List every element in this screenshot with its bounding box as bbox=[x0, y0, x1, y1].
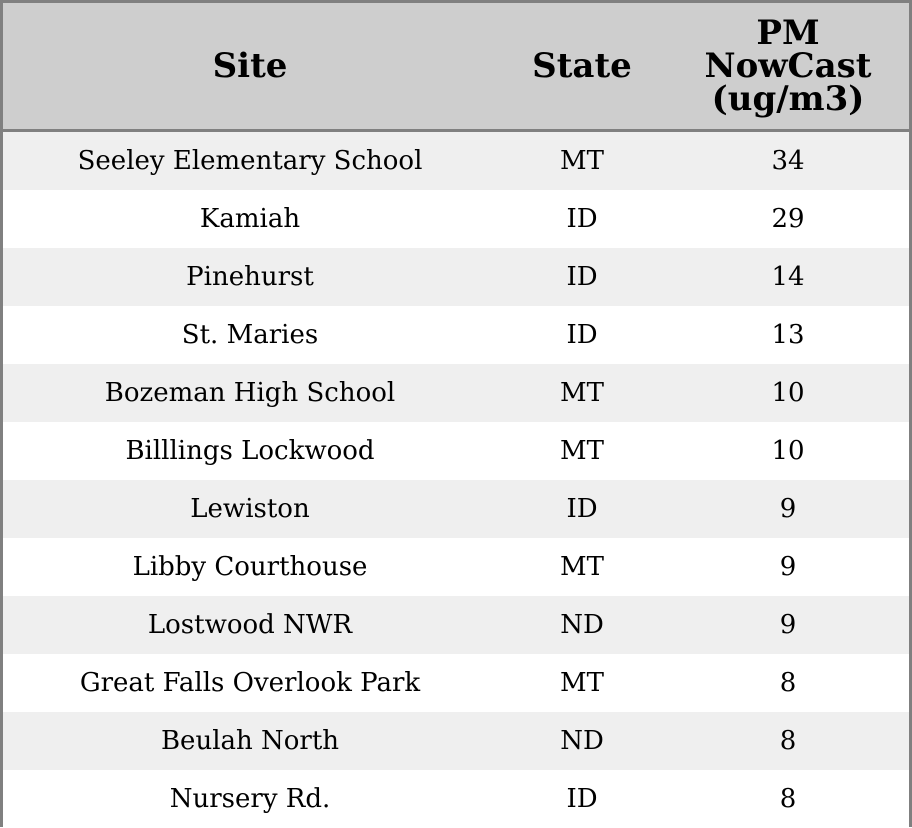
table-row bbox=[3, 190, 909, 248]
table-row bbox=[3, 248, 909, 306]
pm-value-cell: 13 bbox=[771, 320, 805, 350]
site-cell: Bozeman High School bbox=[104, 378, 396, 408]
site-column-header bbox=[3, 3, 497, 129]
state-header-text: State bbox=[532, 45, 632, 86]
pm-value-cell: 34 bbox=[771, 146, 805, 176]
table-row bbox=[3, 654, 909, 712]
pm-value-cell: 9 bbox=[779, 494, 797, 524]
state-cell: ID bbox=[566, 320, 598, 350]
pm-value-cell: 9 bbox=[779, 552, 797, 582]
table-header-row bbox=[3, 3, 909, 132]
state-cell: MT bbox=[560, 668, 604, 698]
state-cell: ID bbox=[566, 204, 598, 234]
table-row bbox=[3, 596, 909, 654]
pm-value-cell: 9 bbox=[779, 610, 797, 640]
site-cell: Nursery Rd. bbox=[169, 784, 331, 814]
state-column-header bbox=[497, 3, 667, 129]
site-cell: St. Maries bbox=[181, 320, 319, 350]
state-cell: ID bbox=[566, 784, 598, 814]
state-cell: ID bbox=[566, 262, 598, 292]
pm-nowcast-column-header bbox=[667, 3, 909, 129]
pm-value-cell: 14 bbox=[771, 262, 805, 292]
pm-value-cell: 8 bbox=[779, 668, 797, 698]
pm-value-cell: 29 bbox=[771, 204, 805, 234]
nowcast-header-line: NowCast bbox=[704, 45, 872, 86]
site-cell: Lostwood NWR bbox=[147, 610, 353, 640]
pm-value-cell: 8 bbox=[779, 726, 797, 756]
site-cell: Seeley Elementary School bbox=[77, 146, 423, 176]
pm-value-cell: 10 bbox=[771, 436, 805, 466]
table-body bbox=[3, 132, 909, 828]
site-cell: Lewiston bbox=[190, 494, 310, 524]
table-row bbox=[3, 770, 909, 828]
site-cell: Beulah North bbox=[160, 726, 340, 756]
state-cell: ND bbox=[560, 726, 604, 756]
pm-header-line: PM bbox=[756, 12, 820, 53]
state-cell: MT bbox=[560, 552, 604, 582]
table-row bbox=[3, 538, 909, 596]
table-row bbox=[3, 132, 909, 190]
state-cell: MT bbox=[560, 146, 604, 176]
state-cell: MT bbox=[560, 378, 604, 408]
site-cell: Kamiah bbox=[199, 204, 301, 234]
site-cell: Libby Courthouse bbox=[132, 552, 368, 582]
table-row bbox=[3, 712, 909, 770]
site-header-text: Site bbox=[212, 45, 288, 86]
pm-value-cell: 8 bbox=[779, 784, 797, 814]
state-cell: ID bbox=[566, 494, 598, 524]
table-row bbox=[3, 480, 909, 538]
table-row bbox=[3, 306, 909, 364]
state-cell: ND bbox=[560, 610, 604, 640]
pm-nowcast-header-text bbox=[704, 12, 872, 119]
pm-value-cell: 10 bbox=[771, 378, 805, 408]
table-row bbox=[3, 364, 909, 422]
site-cell: Billlings Lockwood bbox=[125, 436, 375, 466]
table-row bbox=[3, 422, 909, 480]
site-cell: Great Falls Overlook Park bbox=[79, 668, 421, 698]
unit-header-line: (ug/m3) bbox=[711, 78, 865, 119]
state-cell: MT bbox=[560, 436, 604, 466]
site-cell: Pinehurst bbox=[186, 262, 314, 292]
